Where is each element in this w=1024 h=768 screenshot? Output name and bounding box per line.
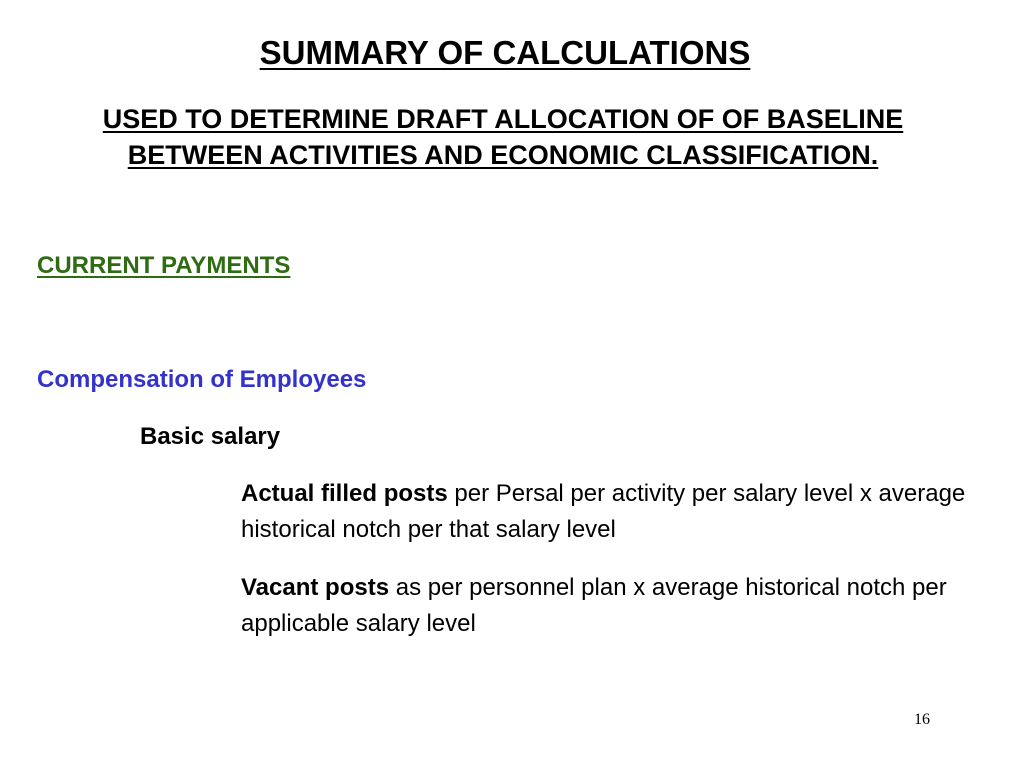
section-heading-current-payments: CURRENT PAYMENTS (37, 252, 291, 279)
subtitle-line-1: USED TO DETERMINE DRAFT ALLOCATION OF OF BASELINE (102, 104, 904, 134)
paragraph-text: per Persal per activity per salary level x average historical notch per that salary level (241, 480, 966, 543)
slide-title: SUMMARY OF CALCULATIONS (259, 34, 751, 71)
subtitle-line-2: BETWEEN ACTIVITIES AND ECONOMIC CLASSIFICATION. (127, 140, 879, 170)
item-heading-basic-salary: Basic salary (140, 423, 281, 450)
page-number: 16 (914, 711, 930, 728)
slide-subtitle (0, 101, 1006, 173)
paragraph-actual-filled-posts (241, 476, 981, 548)
paragraph-bold-term: Vacant posts (241, 574, 390, 601)
paragraph-text: as per personnel plan x average historical notch per applicable salary level (241, 574, 947, 637)
paragraph-vacant-posts (241, 570, 981, 642)
paragraph-bold-term: Actual filled posts (241, 480, 448, 507)
subsection-heading-compensation: Compensation of Employees (37, 366, 367, 393)
